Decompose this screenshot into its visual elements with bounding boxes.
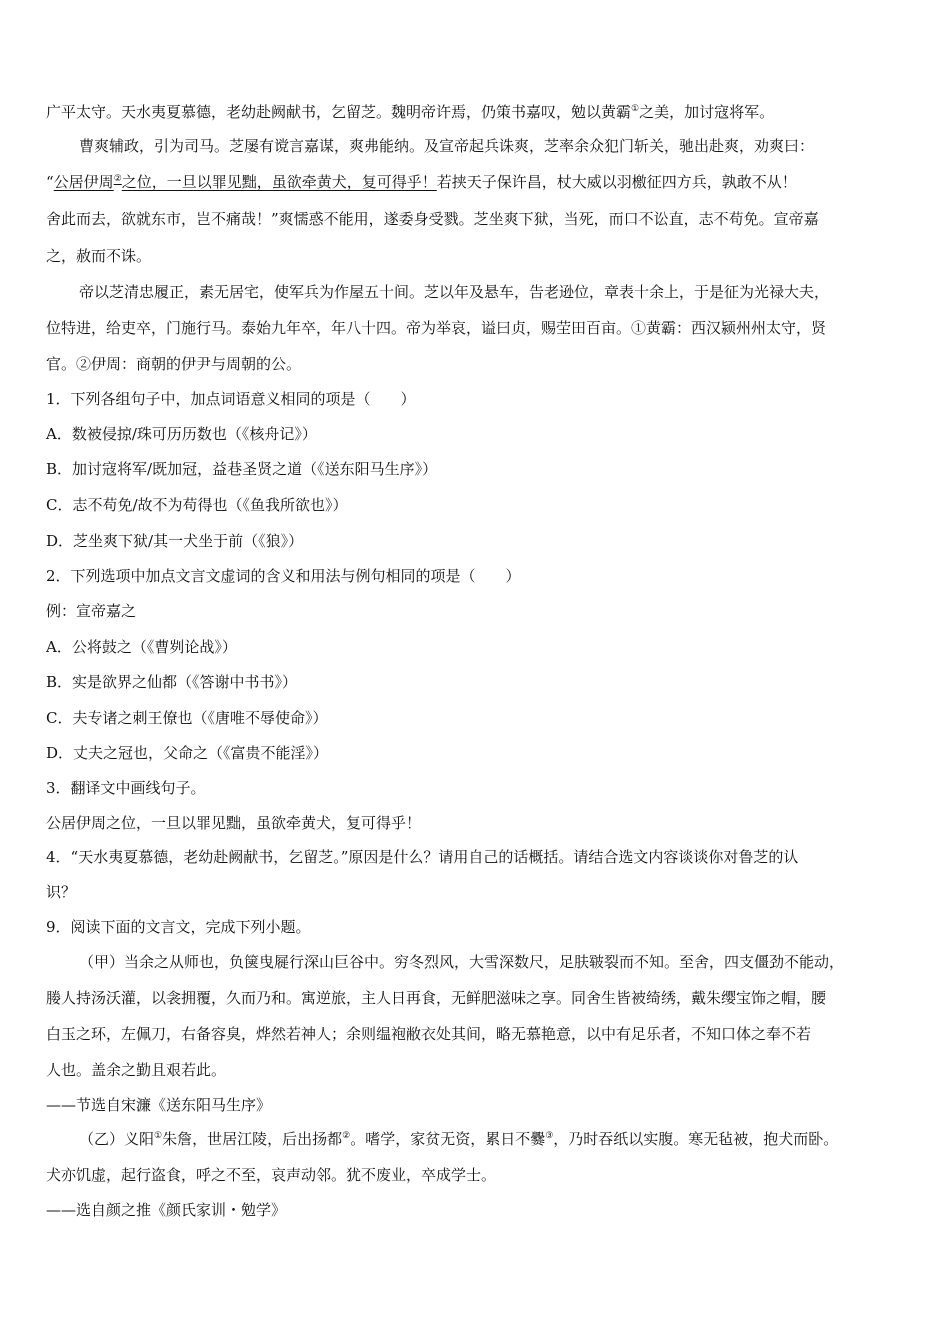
jia-line-4: 人也。盖余之勤且艰若此。 — [46, 1061, 227, 1079]
question-4-line-1: 4．“天水夷夏慕德，老幼赴阙献书，乞留芝。”原因是什么？请用自己的话概括。请结合选文内容谈谈你对鲁芝的认 — [46, 848, 799, 866]
yi-line-1 — [79, 1128, 906, 1150]
quote-open: “ — [46, 173, 54, 191]
underlined-sentence-part-1: 公居伊周 — [53, 173, 114, 191]
yi-line-1-c: 。嗜学，家贫无资，累日不爨 — [350, 1130, 546, 1148]
passage-line-4: 舍此而去，欲就东市，岂不痛哉！”爽懦惑不能用，遂委身受戮。芝坐爽下狱，当死，而口不讼直，志不苟免。宣帝嘉 — [46, 210, 819, 228]
question-2-example: 例：宣帝嘉之 — [46, 602, 137, 620]
question-2-option-a: A．公将鼓之（《曹刿论战》） — [46, 638, 237, 656]
passage-line-3-b: 若挟天子保许昌，杖大威以羽檄征四方兵，孰敢不从！ — [436, 173, 797, 191]
yi-line-2: 犬亦饥虚，起行盗食，呼之不至，哀声动邻。犹不废业，卒成学士。 — [46, 1166, 497, 1184]
passage-line-1-a: 广平太守。天水夷夏慕德，老幼赴阙献书，乞留芝。魏明帝许焉，仍策书嘉叹，勉以黄霸 — [46, 103, 632, 121]
passage-line-5: 之，赦而不诛。 — [46, 247, 152, 265]
yi-line-1-d: ，乃时吞纸以实腹。寒无毡被，抱犬而卧。 — [553, 1130, 839, 1148]
passage-line-1-b: 之美，加讨寇将军。 — [639, 103, 775, 121]
question-2: 2．下列选项中加点文言文虚词的含义和用法与例句相同的项是（ ） — [46, 567, 521, 585]
jia-line-1: （甲）当余之从师也，负箧曳屣行深山巨谷中。穷冬烈风，大雪深数尺，足肤皲裂而不知。至舍，四支僵劲不能动， — [79, 953, 845, 971]
passage-line-7: 位特进，给吏卒，门施行马。泰始九年卒，年八十四。帝为举哀，谥曰贞，赐茔田百亩。①黄霸：西汉颍州州太守，贤 — [46, 319, 827, 337]
question-1-option-d: D．芝坐爽下狱/其一犬坐于前（《狼》） — [46, 532, 304, 550]
footnote-mark-1: ① — [631, 104, 640, 114]
question-1-option-b: B．加讨寇将军/既加冠，益巷圣贤之道（《送东阳马生序》） — [46, 460, 438, 478]
jia-source: ——节选自宋濂《送东阳马生序》 — [46, 1096, 272, 1114]
yi-line-1-a: （乙）义阳 — [79, 1130, 155, 1148]
question-2-option-c: C．夫专诸之刺王僚也（《唐唯不辱使命》） — [46, 709, 328, 727]
underlined-sentence-part-2: 之位，一旦以罪见黜，虽欲牵黄犬，复可得乎！ — [121, 173, 437, 191]
question-4-line-2: 识？ — [46, 883, 77, 901]
question-1: 1．下列各组句子中，加点词语意义相同的项是（ ） — [46, 390, 416, 408]
passage-line-8: 官。②伊周：商朝的伊尹与周朝的公。 — [46, 355, 302, 373]
question-3: 3．翻译文中画线句子。 — [46, 779, 206, 797]
question-2-option-d: D．丈夫之冠也，父命之（《富贵不能淫》） — [46, 744, 329, 762]
question-1-option-a: A．数被侵掠/珠可历历数也（《核舟记》） — [46, 425, 317, 443]
question-1-option-c: C．志不苟免/故不为苟得也（《鱼我所欲也》） — [46, 496, 348, 514]
footnote-mark-2: ② — [113, 174, 122, 184]
jia-line-3: 白玉之环，左佩刀，右备容臭，烨然若神人；余则缊袍敝衣处其间，略无慕艳意，以中有足乐者，不知口体之奉不若 — [46, 1025, 812, 1043]
question-9: 9．阅读下面的文言文，完成下列小题。 — [46, 918, 311, 936]
yi-footnote-mark-2: ② — [342, 1131, 351, 1141]
passage-line-3 — [46, 171, 906, 193]
passage-line-6: 帝以芝清忠履正，素无居宅，使军兵为作屋五十间。芝以年及悬车，告老逊位，章表十余上，于是征为光禄大夫， — [79, 283, 830, 301]
yi-source: ——选自颜之推《颜氏家训・勉学》 — [46, 1201, 287, 1219]
jia-line-2: 媵人持汤沃灌，以衾拥覆，久而乃和。寓逆旅，主人日再食，无鲜肥滋味之享。同舍生皆被绮绣，戴朱缨宝饰之帽，腰 — [46, 989, 827, 1007]
passage-line-1 — [46, 101, 906, 123]
yi-footnote-mark-1: ① — [154, 1131, 163, 1141]
passage-line-2: 曹爽辅政，引为司马。芝屡有谠言嘉谋，爽弗能纳。及宣帝起兵诛爽，芝率余众犯门斩关，驰出赴爽，劝爽曰： — [79, 137, 815, 155]
yi-footnote-mark-3: ③ — [545, 1131, 554, 1141]
question-2-option-b: B．实是欲界之仙都（《答谢中书书》） — [46, 673, 298, 691]
yi-line-1-b: 朱詹，世居江陵，后出扬都 — [162, 1130, 343, 1148]
question-3-sentence: 公居伊周之位，一旦以罪见黜，虽欲牵黄犬，复可得乎！ — [46, 814, 422, 832]
